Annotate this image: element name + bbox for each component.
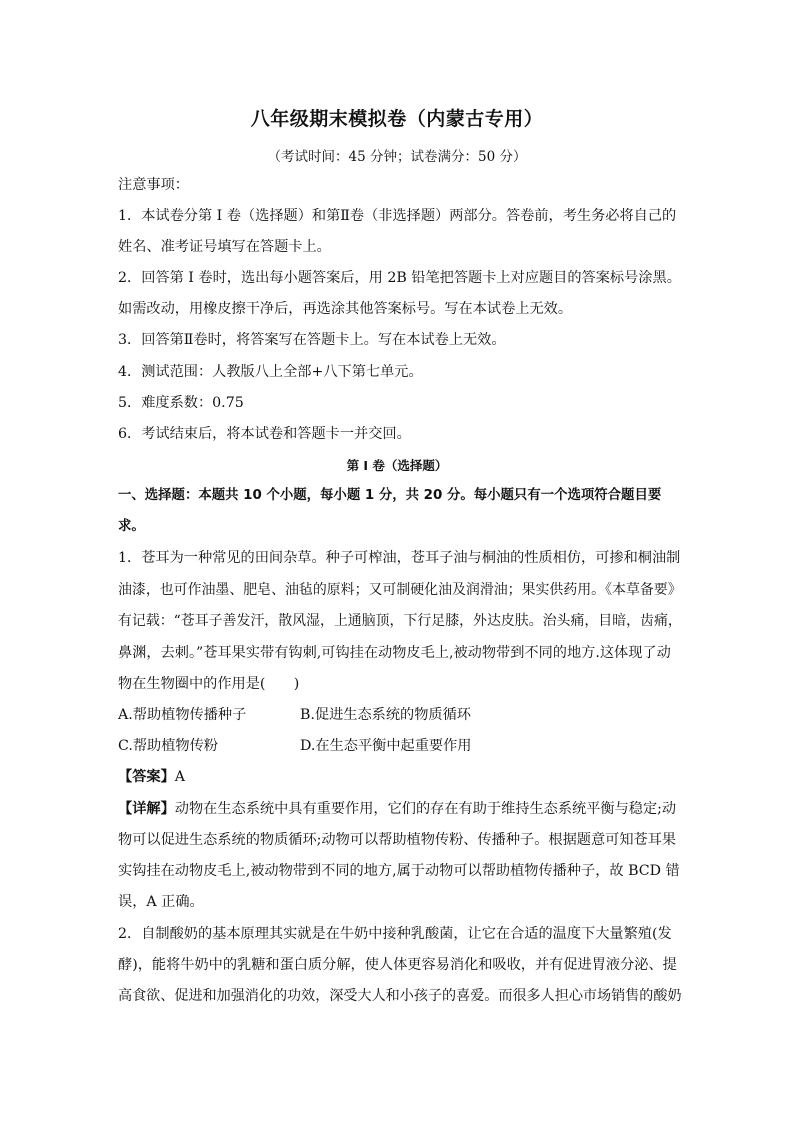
question-line: 鼻渊，去刺。”苍耳果实带有钩刺,可钩挂在动物皮毛上,被动物带到不同的地方.这体现了动 bbox=[118, 645, 671, 661]
exam-title: 八年级期末模拟卷（内蒙古专用） bbox=[250, 108, 544, 130]
note-line: 如需改动，用橡皮擦干净后，再选涂其他答案标号。写在本试卷上无效。 bbox=[118, 301, 573, 317]
explain-line: 实钩挂在动物皮毛上,被动物带到不同的地方,属于动物可以帮助植物传播种子，故 BCD 错 bbox=[118, 863, 680, 879]
note-line: 3．回答第Ⅱ卷时，将答案写在答题卡上。写在本试卷上无效。 bbox=[118, 332, 506, 348]
question-line: 2．自制酸奶的基本原理其实就是在牛奶中接种乳酸菌，让它在合适的温度下大量繁殖(发 bbox=[118, 926, 672, 942]
answer-value: A bbox=[174, 769, 186, 785]
question-line: 物在生物圈中的作用是( ) bbox=[118, 676, 300, 692]
note-line: 2．回答第 I 卷时，选出每小题答案后，用 2B 铅笔把答题卡上对应题目的答案标号涂黑。 bbox=[118, 270, 681, 286]
note-line: 5．难度系数：0.75 bbox=[118, 395, 244, 411]
section-title: 第 I 卷（选择题） bbox=[346, 458, 448, 473]
note-line: 4．测试范围：人教版八上全部+八下第七单元。 bbox=[118, 364, 423, 380]
option-c: C.帮助植物传粉 bbox=[118, 738, 218, 754]
part-heading: 一、选择题：本题共 10 个小题，每小题 1 分，共 20 分。每小题只有一个选项符合题目要 bbox=[118, 488, 662, 503]
exam-subtitle: （考试时间：45 分钟；试卷满分：50 分） bbox=[267, 149, 527, 165]
explain-tag: 【详解】 bbox=[118, 801, 175, 817]
question-line: 高食欲、促进和加强消化的功效，深受大人和小孩子的喜爱。而很多人担心市场销售的酸奶 bbox=[118, 988, 682, 1004]
explain-text: 动物在生态系统中具有重要作用，它们的存在有助于维持生态系统平衡与稳定;动 bbox=[174, 801, 677, 817]
question-line: 油漆，也可作油墨、肥皂、油毡的原料；又可制硬化油及润滑油；果实供药用。《本草备要》 bbox=[118, 582, 682, 598]
note-line: 姓名、准考证号填写在答题卡上。 bbox=[118, 239, 331, 255]
question-line: 有记载：“苍耳子善发汗，散风湿，上通脑顶，下行足膝，外达皮肤。治头痛，目暗，齿痛， bbox=[118, 613, 682, 629]
explain-line: 误，A 正确。 bbox=[118, 894, 204, 910]
explain-line: 物可以促进生态系统的物质循环;动物可以帮助植物传粉、传播种子。根据题意可知苍耳果 bbox=[118, 832, 677, 848]
option-b: B.促进生态系统的物质循环 bbox=[300, 707, 471, 723]
notes-heading: 注意事项： bbox=[118, 177, 189, 193]
option-d: D.在生态平衡中起重要作用 bbox=[300, 738, 472, 754]
question-line: 1．苍耳为一种常见的田间杂草。种子可榨油，苍耳子油与桐油的性质相仿，可掺和桐油制 bbox=[118, 550, 681, 566]
answer-tag: 【答案】 bbox=[118, 769, 175, 785]
answer-line bbox=[118, 767, 185, 787]
note-line: 6．考试结束后，将本试卷和答题卡一并交回。 bbox=[118, 426, 411, 442]
part-heading: 求。 bbox=[118, 519, 145, 534]
question-line: 酵)，能将牛奶中的乳糖和蛋白质分解，使人体更容易消化和吸收，并有促进胃液分泌、提 bbox=[118, 957, 677, 973]
explain-line bbox=[118, 799, 676, 819]
note-line: 1．本试卷分第 I 卷（选择题）和第Ⅱ卷（非选择题）两部分。答卷前，考生务必将自己的 bbox=[118, 208, 677, 224]
option-a: A.帮助植物传播种子 bbox=[118, 707, 247, 723]
